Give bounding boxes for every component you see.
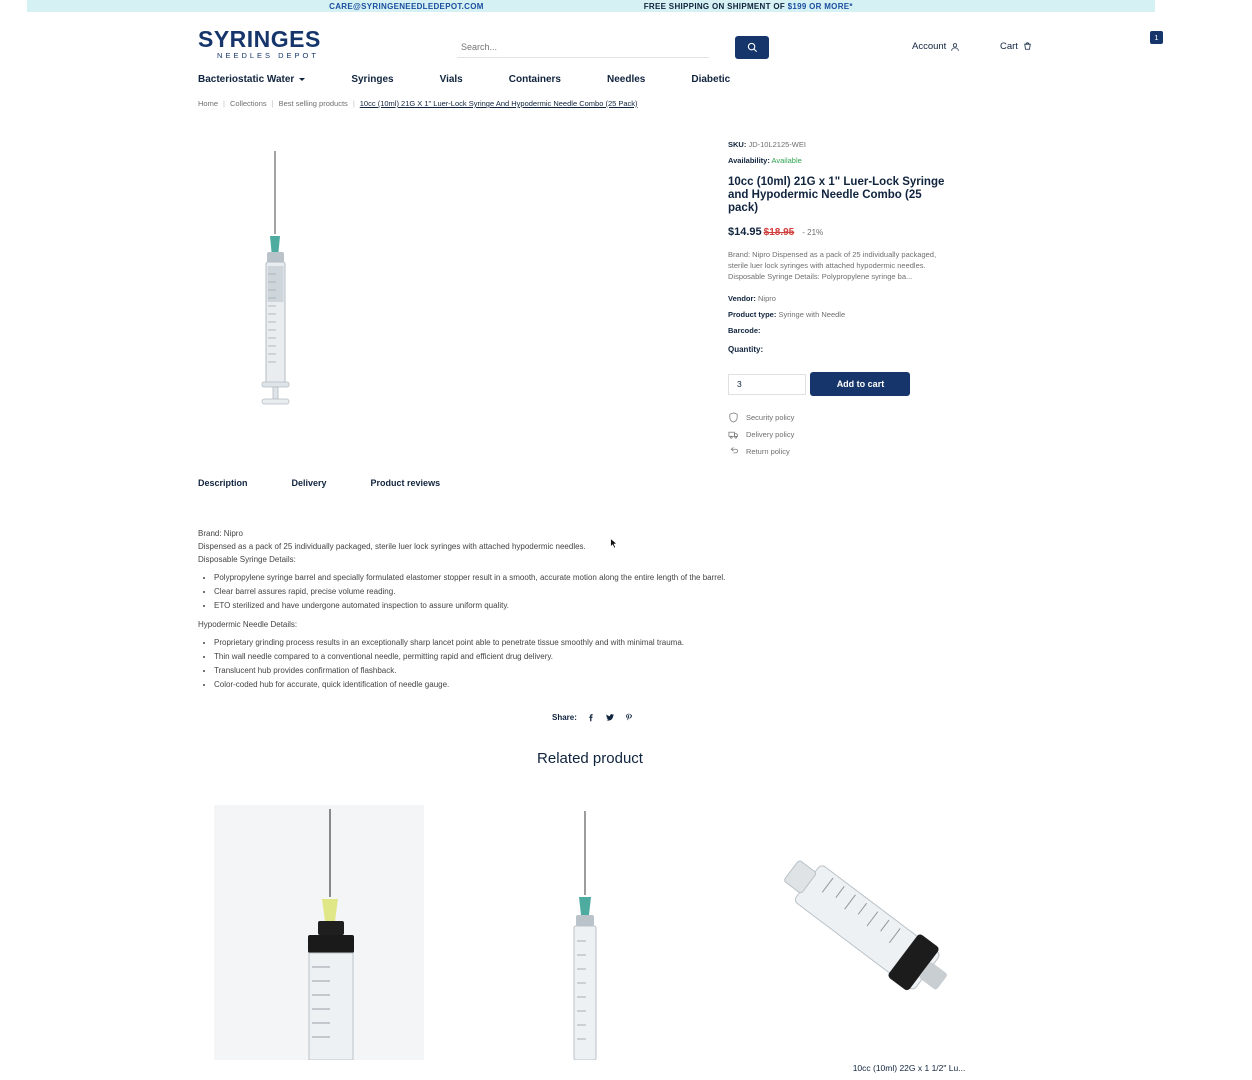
quantity-label: Quantity: [728,345,764,354]
truck-icon [728,429,739,440]
related-product-label-3: 10cc (10ml) 22G x 1 1/2" Lu... [852,1063,966,1073]
breadcrumb-home[interactable]: Home [198,99,219,108]
related-product-image-3[interactable] [764,805,1054,1060]
policy-return[interactable] [728,446,1028,457]
breadcrumb-separator: | [352,99,355,108]
product-availability [728,156,1028,165]
chevron-down-icon [299,78,305,81]
free-shipping-notice [644,2,853,11]
account-link[interactable] [912,41,960,52]
needle-details-heading: Hypodermic Needle Details: [198,620,298,629]
discount-badge: - 21% [802,228,824,237]
breadcrumb-best-selling[interactable]: Best selling products [278,99,348,108]
product-vendor [728,294,1028,303]
product-type-label: Product type: [728,310,777,319]
site-logo[interactable] [198,28,338,62]
list-item: • Color-coded hub for accurate, quick identification of needle gauge. [214,678,918,691]
search-icon [747,42,758,53]
syringe-details-heading: Disposable Syringe Details: [198,555,296,564]
search-button[interactable] [735,36,769,59]
availability-label: Availability: [728,156,770,165]
needle-details-list [198,636,918,691]
product-price: $14.95 [728,226,762,238]
return-arrow-icon [728,446,739,457]
policy-security[interactable] [728,412,1028,423]
account-cart-area [882,33,1159,60]
barcode-label: Barcode: [728,326,761,335]
support-email-link[interactable]: CARE@SYRINGENEEDLEDEPOT.COM [329,1,484,11]
list-item: • ETO sterilized and have undergone automated inspection to assure uniform quality. [214,599,918,612]
product-info [728,140,1028,463]
policy-delivery[interactable] [728,429,1028,440]
policy-list [728,412,1028,457]
main-navigation [27,66,1155,92]
vendor-label: Vendor: [728,294,756,303]
product-gallery [198,130,688,440]
breadcrumb-separator: | [271,99,274,108]
availability-value: Available [771,156,802,165]
share-row [552,712,634,723]
list-item: • Polypropylene syringe barrel and specially formulated elastomer stopper result in a smooth, accurate motion along the entire length of the barrel. [214,571,918,584]
logo-tagline: NEEDLES DEPOT [217,51,319,60]
twitter-icon[interactable] [605,712,615,723]
syringe-details-list [198,571,918,612]
product-tabs [198,478,718,496]
nav-label: Bacteriostatic Water [198,73,295,85]
syringe-image [214,805,424,1060]
description-panel [198,527,918,697]
shield-icon [728,412,739,423]
search-input[interactable] [457,36,709,58]
site-header [27,12,1159,68]
nav-label: Containers [508,73,561,85]
product-image-main[interactable] [250,148,370,408]
cart-icon [1022,41,1033,52]
related-products-heading: Related product [537,750,643,767]
add-to-cart-button[interactable]: Add to cart [810,372,910,396]
nav-item-needles[interactable] [607,74,645,85]
product-type [728,310,1028,319]
breadcrumb-collections[interactable]: Collections [229,99,267,108]
policy-label: Return policy [746,447,790,456]
quantity-input[interactable] [728,374,806,395]
shipping-prefix-text: FREE SHIPPING ON SHIPMENT OF [643,1,788,11]
product-barcode [728,326,1028,335]
tab-description[interactable]: Description [198,478,248,488]
breadcrumb [198,99,638,108]
list-item: • Thin wall needle compared to a conventional needle, permitting rapid and efficient drug delivery. [214,650,918,663]
nav-item-containers[interactable] [509,74,561,85]
breadcrumb-current[interactable]: 10cc (10ml) 21G X 1" Luer-Lock Syringe And Hypodermic Needle Combo (25 Pack) [359,99,638,108]
tab-product-reviews[interactable]: Product reviews [370,478,441,488]
nav-item-bacteriostatic-water[interactable] [198,74,305,85]
nav-label: Diabetic [691,73,731,85]
related-product-card-1[interactable] [214,805,504,1060]
announcement-bar [27,0,1155,12]
vendor-value: Nipro [758,294,776,303]
pinterest-icon[interactable] [624,712,634,723]
product-sku [728,140,1028,149]
description-brand: Brand: Nipro [198,529,243,538]
description-intro: Dispensed as a pack of 25 individually packaged, sterile luer lock syringes with attached hypodermic needles. [198,542,586,551]
tab-delivery[interactable]: Delivery [291,478,327,488]
product-compare-price: $18.95 [763,227,795,238]
account-label: Account [912,41,947,52]
related-products-grid [198,805,1138,1080]
list-item: • Clear barrel assures rapid, precise volume reading. [214,585,918,598]
related-product-image-1[interactable] [214,805,504,1060]
policy-label: Security policy [746,413,795,422]
breadcrumb-separator: | [223,99,225,108]
right-gutter [1155,0,1252,1080]
share-label: Share: [552,713,577,722]
left-gutter [0,0,27,1080]
list-item: • Translucent hub provides confirmation of flashback. [214,664,918,677]
nav-label: Vials [439,73,463,85]
sku-value: JD-10L2125-WEI [748,140,806,149]
price-row [728,226,1028,238]
product-short-description: Brand: Nipro Dispensed as a pack of 25 individually packaged, sterile luer lock syringes with attached hypodermic needles. Disposable Syringe Details: Polypropylene syringe ba... [728,250,937,281]
cart-count-badge: 1 [1150,31,1163,44]
facebook-icon[interactable] [586,712,596,723]
nav-label: Syringes [351,73,394,85]
product-type-value: Syringe with Needle [778,310,846,319]
cart-label: Cart [1000,41,1018,52]
cart-link[interactable] [1000,33,1159,52]
user-icon [950,42,960,52]
policy-label: Delivery policy [746,430,795,439]
search-area [457,36,777,58]
product-title: 10cc (10ml) 21G x 1" Luer-Lock Syringe and Hypodermic Needle Combo (25 pack) [728,176,945,214]
sku-label: SKU: [728,140,747,149]
mouse-cursor [610,538,618,550]
shipping-amount-text: $199 OR MORE* [787,1,853,11]
logo-wordmark: SYRINGES [198,26,321,52]
related-product-card-3[interactable] [764,805,1054,1073]
nav-item-syringes[interactable] [351,74,393,85]
nav-label: Needles [606,73,646,85]
list-item: • Proprietary grinding process results in an exceptionally sharp lancet point able to penetrate tissue smoothly and with minimal trauma. [214,636,918,649]
nav-item-diabetic[interactable] [691,74,730,85]
syringe-image [764,805,974,1045]
syringe-image [528,805,648,1060]
nav-item-vials[interactable] [440,74,463,85]
